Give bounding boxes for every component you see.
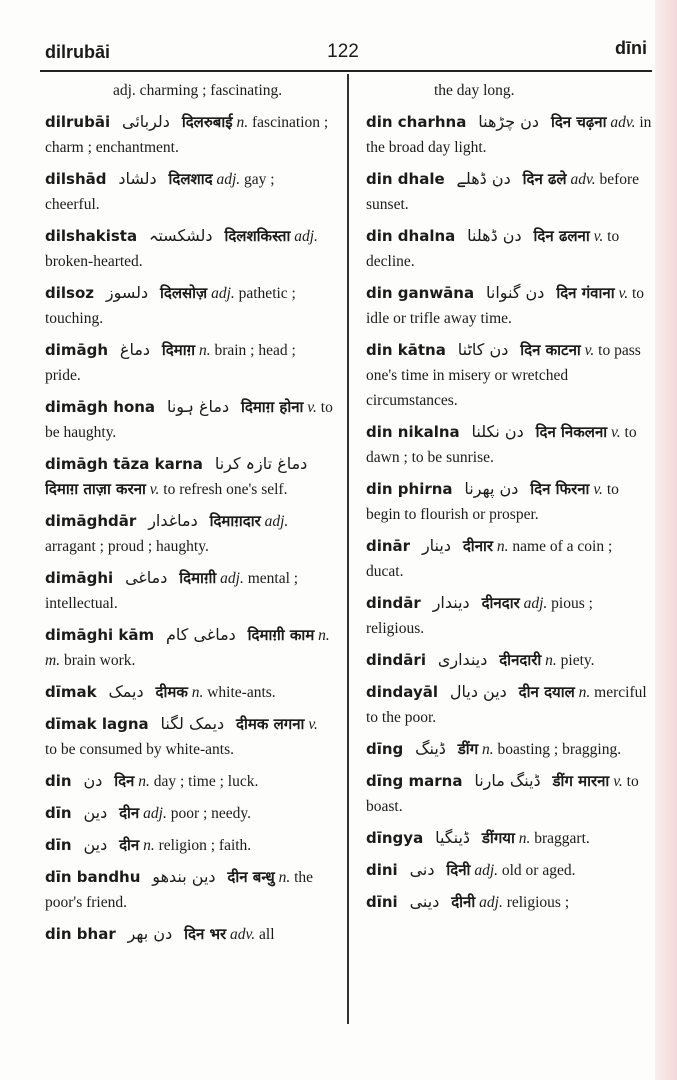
headword: dilshād (45, 170, 107, 188)
definition: in the broad day light. (366, 114, 652, 156)
part-of-speech: v. (593, 228, 604, 245)
hindi-script: दीन (119, 804, 140, 822)
hindi-script: दिन ढले (522, 170, 567, 188)
headword: dindār (366, 594, 421, 612)
part-of-speech: v. (593, 481, 603, 498)
headword: dilshakista (45, 227, 138, 245)
definition: piety. (560, 652, 595, 669)
urdu-script: دینداری (437, 650, 488, 669)
definition: to decline. (366, 228, 620, 270)
headword: dīmak lagna (45, 715, 149, 733)
dictionary-entry (45, 280, 333, 331)
dictionary-entry (45, 864, 333, 915)
dictionary-entry (45, 711, 333, 762)
hindi-script: दिमाग़ (161, 341, 196, 359)
part-of-speech: adj. (294, 228, 318, 245)
headword: dimāgh tāza karna (45, 455, 203, 473)
hindi-script: दिन निकलना (535, 423, 608, 441)
hindi-script: दिन चढ़ना (550, 113, 607, 131)
hindi-script: दिमाग़ होना (240, 398, 304, 416)
part-of-speech: v. (308, 716, 318, 733)
definition: to be consumed by white-ants. (45, 741, 234, 758)
right-guide-word: dīni (615, 38, 647, 58)
headword: dīn bandhu (45, 868, 141, 886)
urdu-script: دن بھر (127, 924, 173, 943)
part-of-speech: n. (496, 538, 509, 555)
hindi-script: दिमाग़ी (179, 569, 217, 587)
dictionary-entry (366, 590, 652, 641)
part-of-speech: n. (143, 837, 155, 854)
definition: to dawn ; to be sunrise. (366, 424, 637, 466)
hindi-script: दीनदारी (499, 651, 542, 669)
definition: to idle or trifle away time. (366, 285, 645, 327)
hindi-script: दिलसोज़ (160, 284, 208, 302)
definition: to boast. (366, 773, 639, 815)
dictionary-entry (45, 337, 333, 388)
continued-definition: adj. charming ; fascinating. (113, 82, 283, 99)
dictionary-entry (366, 889, 652, 915)
definition: to refresh one's self. (163, 481, 288, 498)
dictionary-entry (45, 622, 333, 673)
definition: brain ; head ; pride. (45, 342, 296, 384)
hindi-script: दीनदार (481, 594, 520, 612)
hindi-script: दीनी (451, 893, 476, 911)
headword: dīn (45, 836, 72, 854)
hindi-script: दिनी (446, 861, 471, 879)
part-of-speech: n. (482, 741, 494, 758)
hindi-script: दिलशकिस्ता (224, 227, 291, 245)
hindi-script: दीन दयाल (518, 683, 575, 701)
urdu-script: دن کاٹنا (457, 340, 509, 359)
definition: merciful to the poor. (366, 684, 647, 726)
hindi-script: दीन बन्धु (227, 868, 275, 886)
headword: dimāghi (45, 569, 114, 587)
hindi-script: दिन फिरना (530, 480, 590, 498)
urdu-script: دن (83, 771, 103, 790)
hindi-script: डींग मारना (552, 772, 610, 790)
right-column (366, 78, 652, 1028)
definition: white-ants. (207, 684, 276, 701)
part-of-speech: adj. (211, 285, 235, 302)
headword: dilsoz (45, 284, 94, 302)
left-guide-word: dilrubāi (45, 42, 111, 62)
headword: dinār (366, 537, 411, 555)
headword: dīng marna (366, 772, 463, 790)
part-of-speech: n. (198, 342, 211, 359)
headword: dīni (366, 893, 398, 911)
part-of-speech: adj. (474, 862, 498, 879)
hindi-script: दिन भर (184, 925, 227, 943)
dictionary-entry (366, 768, 652, 819)
hindi-script: दिन ढलना (533, 227, 590, 245)
urdu-script: دماغی (125, 568, 168, 587)
part-of-speech: v. (618, 285, 629, 302)
dictionary-entry (366, 109, 652, 160)
dictionary-entry (366, 476, 652, 527)
urdu-script: دن گنوانا (485, 283, 545, 302)
urdu-script: دن پھرنا (464, 479, 519, 498)
headword: dilrubāi (45, 113, 111, 131)
hindi-script: दिन गंवाना (556, 284, 615, 302)
definition: to begin to flourish or prosper. (366, 481, 619, 523)
definition: to pass one's time in misery or wretched circumstances. (366, 342, 641, 409)
hindi-script: डींगया (481, 829, 515, 847)
part-of-speech: n. (191, 684, 204, 701)
dictionary-entry (366, 419, 652, 470)
headword: dimāghdār (45, 512, 137, 530)
dictionary-entry (366, 857, 652, 883)
urdu-script: دماغدار (148, 511, 198, 530)
part-of-speech: n. (518, 830, 531, 847)
dictionary-entry (45, 921, 333, 947)
definition: gay ; cheerful. (45, 171, 275, 213)
headword: din ganwāna (366, 284, 475, 302)
urdu-script: ڈینگیا (435, 828, 471, 847)
part-of-speech: v. (149, 481, 160, 498)
dictionary-entry (45, 768, 333, 794)
urdu-script: دینار (421, 536, 451, 555)
headword: dimāgh (45, 341, 109, 359)
dictionary-entry (45, 451, 333, 502)
part-of-speech: n. m. (45, 627, 330, 669)
dictionary-entry (366, 533, 652, 584)
urdu-script: دن ڈھلے (456, 169, 511, 188)
urdu-script: دیندار (432, 593, 470, 612)
definition: fascination ; charm ; enchantment. (45, 114, 329, 156)
headword: din nikalna (366, 423, 460, 441)
part-of-speech: adv. (230, 926, 256, 943)
hindi-script: दिन (114, 772, 135, 790)
dictionary-entry (45, 832, 333, 858)
dictionary-entry (366, 280, 652, 331)
headword: din bhar (45, 925, 116, 943)
part-of-speech: n. (138, 773, 150, 790)
headword: dimāghi kām (45, 626, 155, 644)
part-of-speech: v. (613, 773, 623, 790)
urdu-script: ڈینگ مارنا (474, 771, 541, 790)
continued-definition: the day long. (434, 82, 515, 99)
urdu-script: دینی (409, 892, 440, 911)
urdu-script: دین (83, 803, 108, 822)
dictionary-entry (45, 508, 333, 559)
dictionary-entry (366, 166, 652, 217)
dictionary-entry (366, 647, 652, 673)
header-rule (40, 70, 652, 72)
definition: day ; time ; luck. (153, 773, 259, 790)
hindi-script: दिमाग़दार (209, 512, 261, 530)
part-of-speech: adj. (523, 595, 548, 612)
urdu-script: دلشاد (118, 169, 157, 188)
headword: din (45, 772, 72, 790)
definition: arragant ; proud ; haughty. (45, 538, 209, 555)
headword: dīmak (45, 683, 97, 701)
part-of-speech: adj. (220, 570, 244, 587)
urdu-script: دن نکلنا (471, 422, 524, 441)
definition: pious ; religious. (366, 595, 593, 637)
urdu-script: دن ڈھلنا (467, 226, 522, 245)
headword: dini (366, 861, 398, 879)
part-of-speech: v. (584, 342, 595, 359)
part-of-speech: adv. (610, 114, 636, 131)
dictionary-entry (45, 565, 333, 616)
definition: pathetic ; touching. (45, 285, 296, 327)
part-of-speech: adj. (216, 171, 241, 188)
urdu-script: دماغ ہونا (166, 397, 230, 416)
part-of-speech: n. (278, 869, 291, 886)
page-edge (655, 0, 677, 1080)
left-column (45, 78, 333, 1028)
urdu-script: دیمک لگنا (160, 714, 225, 733)
dictionary-entry (45, 166, 333, 217)
headword: din charhna (366, 113, 467, 131)
headword: dīngya (366, 829, 424, 847)
headword: dimāgh hona (45, 398, 156, 416)
headword: dīn (45, 804, 72, 822)
part-of-speech: adv. (570, 171, 596, 188)
dictionary-entry (45, 109, 333, 160)
dictionary-entry (366, 825, 652, 851)
urdu-script: دماغ تازہ کرنا (214, 454, 308, 473)
definition: old or aged. (501, 862, 576, 879)
definition: religious ; (506, 894, 570, 911)
urdu-script: دلشکستہ (148, 226, 213, 245)
definition: poor ; needy. (170, 805, 252, 822)
hindi-script: दीन (119, 836, 140, 854)
definition: brain work. (63, 652, 136, 669)
part-of-speech: adj. (143, 805, 167, 822)
dictionary-entry (366, 736, 652, 762)
dictionary-entry (366, 223, 652, 274)
definition: boasting ; bragging. (497, 741, 622, 758)
part-of-speech: adj. (264, 513, 289, 530)
hindi-script: दिमाग़ी काम (247, 626, 315, 644)
hindi-script: दीमक (155, 683, 188, 701)
headword: din phirna (366, 480, 453, 498)
urdu-script: دین دیال (449, 682, 507, 701)
hindi-script: दिन काटना (520, 341, 581, 359)
dictionary-entry (366, 337, 652, 413)
definition: broken-hearted. (45, 253, 143, 270)
dictionary-entry (45, 223, 333, 274)
dictionary-entry (45, 394, 333, 445)
urdu-script: دنی (409, 860, 435, 879)
hindi-script: डींग (457, 740, 479, 758)
headword: dindayāl (366, 683, 438, 701)
definition: religion ; faith. (158, 837, 252, 854)
definition: braggart. (534, 830, 590, 847)
column-divider (347, 74, 349, 1024)
part-of-speech: n. (236, 114, 249, 131)
urdu-script: دلربائی (121, 112, 170, 131)
hindi-script: दिमाग़ ताज़ा करना (45, 480, 146, 498)
urdu-script: دن چڑھنا (478, 112, 540, 131)
part-of-speech: n. (578, 684, 591, 701)
hindi-script: दीनार (462, 537, 494, 555)
urdu-script: دیمک (108, 682, 144, 701)
definition: mental ; intellectual. (45, 570, 299, 612)
definition: all (259, 926, 275, 943)
hindi-script: दिलरुबाई (181, 113, 233, 131)
headword: dindāri (366, 651, 426, 669)
headword: din dhale (366, 170, 445, 188)
headword: din kātna (366, 341, 446, 359)
definition: to be haughty. (45, 399, 333, 441)
part-of-speech: v. (611, 424, 621, 441)
hindi-script: दिलशाद (168, 170, 213, 188)
part-of-speech: n. (545, 652, 557, 669)
dictionary-entry (45, 800, 333, 826)
urdu-script: ڈینگ (415, 739, 446, 758)
urdu-script: دلسوز (105, 283, 149, 302)
hindi-script: दीमक लगना (236, 715, 305, 733)
definition: before sunset. (366, 171, 640, 213)
part-of-speech: v. (307, 399, 317, 416)
headword: din dhalna (366, 227, 456, 245)
dictionary-entry (366, 679, 652, 730)
definition: the poor's friend. (45, 869, 314, 911)
headword: dīng (366, 740, 404, 758)
page-header (0, 30, 677, 70)
part-of-speech: adj. (479, 894, 503, 911)
urdu-script: دماغی کام (166, 625, 236, 644)
urdu-script: دین (83, 835, 108, 854)
urdu-script: دماغ (119, 340, 151, 359)
dictionary-entry (45, 679, 333, 705)
urdu-script: دین بندھو (152, 867, 216, 886)
page-number: 122 (327, 41, 359, 62)
definition: name of a coin ; ducat. (366, 538, 613, 580)
